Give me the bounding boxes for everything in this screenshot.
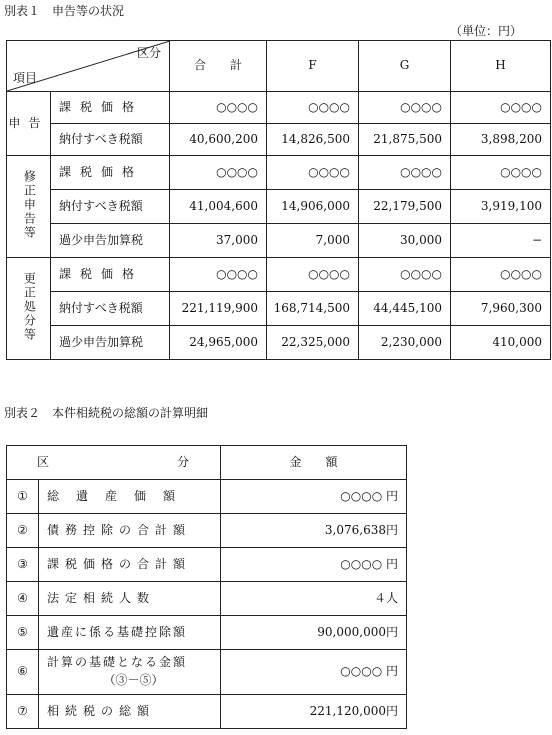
value-cell: 14,826,500 [267, 124, 359, 156]
value-cell: − [451, 224, 551, 258]
value-cell: 3,919,100 [451, 190, 551, 224]
table-row [7, 292, 551, 326]
value-cell: 221,119,900 [170, 292, 267, 326]
table-row [7, 258, 551, 292]
table1-header [7, 41, 551, 92]
table-row [7, 326, 551, 360]
value-cell: 30,000 [359, 224, 451, 258]
row-item-label: 過少申告加算税 [51, 326, 170, 360]
table-row [7, 616, 407, 650]
amount-cell: ○○○○ 円 [221, 650, 407, 695]
value-cell: ○○○○ [267, 92, 359, 124]
row-label: 総遺産価額 [39, 480, 221, 514]
table2-header [7, 446, 407, 480]
group-label: 申告 [7, 92, 51, 156]
group-label: 修正申告等 [7, 156, 51, 258]
amount-cell: 221,120,000円 [221, 695, 407, 729]
value-cell: ○○○○ [359, 258, 451, 292]
amount-header: 金 額 [221, 446, 407, 480]
table-row [7, 650, 407, 695]
table-row [7, 124, 551, 156]
value-cell: ○○○○ [451, 92, 551, 124]
value-cell: 7,960,300 [451, 292, 551, 326]
value-cell: 7,000 [267, 224, 359, 258]
row-item-label: 課税価格 [51, 156, 170, 190]
row-label: 課税価格の合計額 [39, 548, 221, 582]
table1-title: 別表１ 申告等の状況 [4, 4, 125, 18]
value-cell: ○○○○ [267, 258, 359, 292]
row-number: ⑤ [7, 616, 39, 650]
row-item-label: 納付すべき税額 [51, 292, 170, 326]
tax-total-table [6, 445, 407, 729]
value-cell: ○○○○ [451, 258, 551, 292]
table2-title: 別表２ 本件相続税の総額の計算明細 [4, 406, 209, 420]
kubun-header [7, 446, 221, 480]
value-cell: 24,965,000 [170, 326, 267, 360]
value-cell: ○○○○ [170, 258, 267, 292]
value-cell: 22,179,500 [359, 190, 451, 224]
row-number: ④ [7, 582, 39, 616]
kubun-left: 区 [37, 455, 50, 469]
row-label: 計算の基礎となる金額 （③－⑤） [39, 650, 221, 695]
table-row [7, 190, 551, 224]
value-cell: 22,325,000 [267, 326, 359, 360]
status-table [6, 40, 551, 360]
value-cell: ○○○○ [170, 92, 267, 124]
value-cell: 44,445,100 [359, 292, 451, 326]
corner-cell [7, 41, 170, 92]
value-cell: 41,004,600 [170, 190, 267, 224]
row-item-label: 課税価格 [51, 258, 170, 292]
row-number: ① [7, 480, 39, 514]
col-header-f: F [267, 41, 359, 92]
value-cell: 3,898,200 [451, 124, 551, 156]
value-cell: 40,600,200 [170, 124, 267, 156]
amount-cell: 90,000,000円 [221, 616, 407, 650]
row-label: 債務控除の合計額 [39, 514, 221, 548]
value-cell: ○○○○ [359, 156, 451, 190]
table-row [7, 695, 407, 729]
row-item-label: 課税価格 [51, 92, 170, 124]
value-cell: ○○○○ [451, 156, 551, 190]
amount-cell: ○○○○ 円 [221, 480, 407, 514]
amount-cell: ○○○○ 円 [221, 548, 407, 582]
row-label: 相続税の総額 [39, 695, 221, 729]
table-row [7, 156, 551, 190]
value-cell: 14,906,000 [267, 190, 359, 224]
amount-cell: ４人 [221, 582, 407, 616]
row-item-label: 納付すべき税額 [51, 190, 170, 224]
value-cell: 410,000 [451, 326, 551, 360]
corner-right-label: 区分 [136, 46, 161, 60]
value-cell: ○○○○ [267, 156, 359, 190]
value-cell: ○○○○ [359, 92, 451, 124]
value-cell: ○○○○ [170, 156, 267, 190]
unit-label: （単位：円） [449, 24, 522, 38]
group-label: 更正処分等 [7, 258, 51, 360]
amount-cell: 3,076,638円 [221, 514, 407, 548]
row-number: ② [7, 514, 39, 548]
table-row [7, 548, 407, 582]
value-cell: 37,000 [170, 224, 267, 258]
value-cell: 21,875,500 [359, 124, 451, 156]
value-cell: 168,714,500 [267, 292, 359, 326]
table-row [7, 480, 407, 514]
table-row [7, 224, 551, 258]
col-header-g: G [359, 41, 451, 92]
corner-left-label: 項目 [13, 71, 38, 86]
col-header-total: 合 計 [170, 41, 267, 92]
row-number: ③ [7, 548, 39, 582]
table-row [7, 92, 551, 124]
value-cell: 2,230,000 [359, 326, 451, 360]
table-row [7, 582, 407, 616]
kubun-right: 分 [177, 455, 190, 469]
table-row [7, 514, 407, 548]
row-label: 遺産に係る基礎控除額 [39, 616, 221, 650]
row-item-label: 過少申告加算税 [51, 224, 170, 258]
col-header-h: H [451, 41, 551, 92]
row-number: ⑦ [7, 695, 39, 729]
row-number: ⑥ [7, 650, 39, 695]
row-item-label: 納付すべき税額 [51, 124, 170, 156]
row-label: 法定相続人数 [39, 582, 221, 616]
